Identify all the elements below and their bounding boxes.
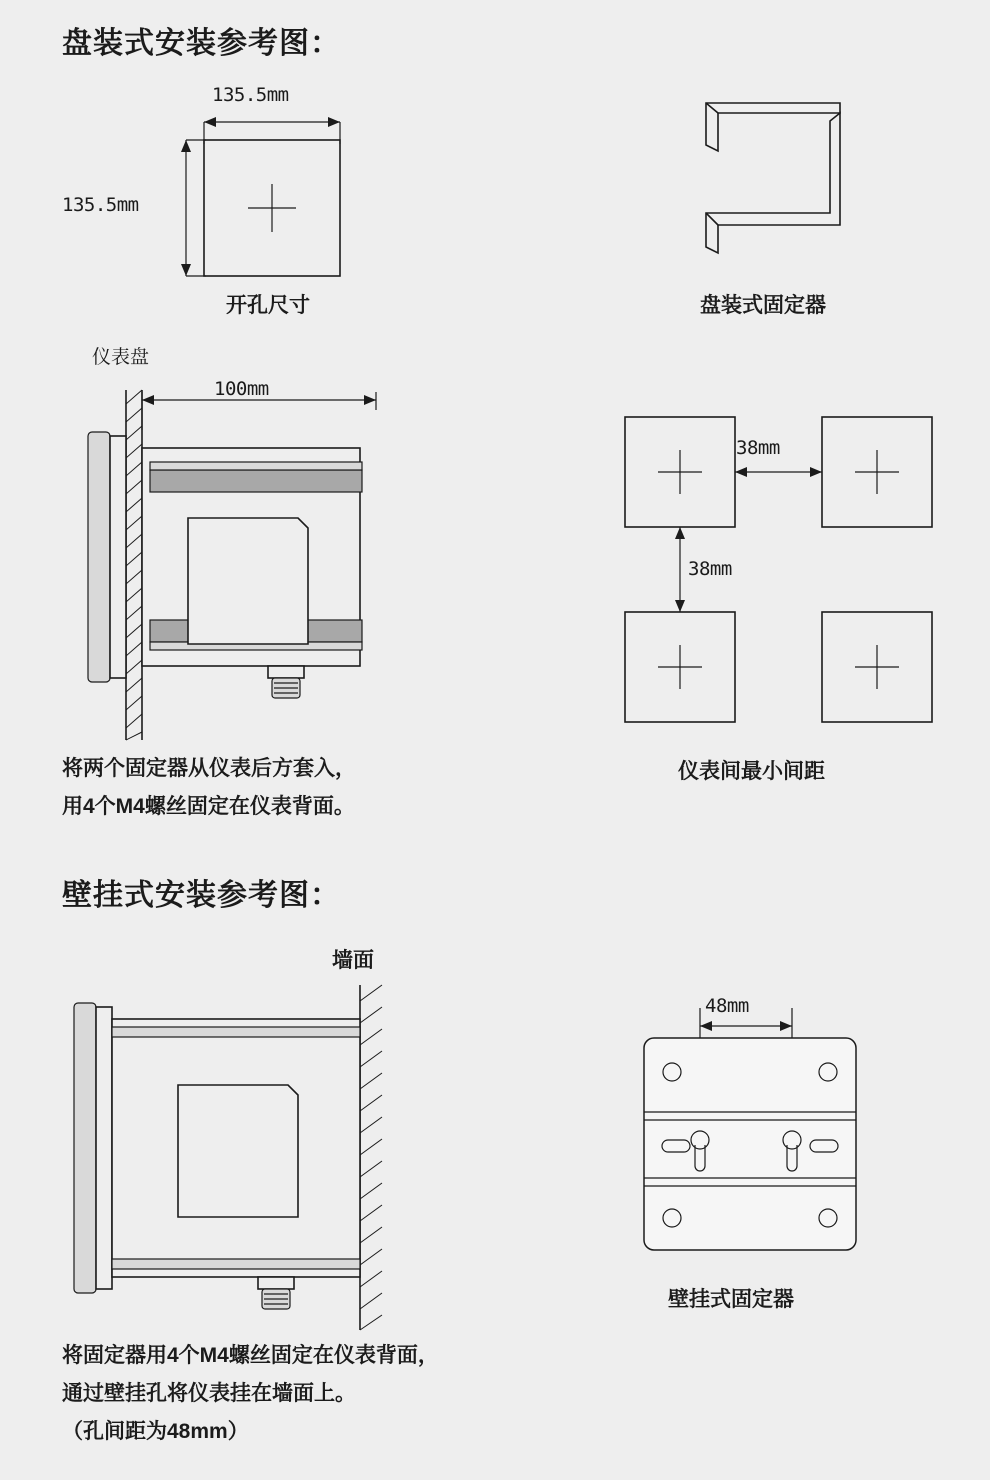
wall-mount-note-line-1: 将固定器用4个M4螺丝固定在仪表背面，	[62, 1344, 439, 1367]
wall-mount-note-line-2: 通过壁挂孔将仪表挂在墙面上。	[62, 1382, 356, 1405]
cutout-height-dimension: 135.5mm	[62, 194, 139, 216]
spacing-caption: 仪表间最小间距	[678, 760, 825, 783]
panel-mount-note-line-2: 用4个M4螺丝固定在仪表背面。	[62, 795, 355, 818]
instrument-spacing-drawing	[600, 400, 960, 730]
panel-bracket-drawing	[690, 95, 870, 265]
wall-bracket-hole-spacing-dimension: 48mm	[705, 995, 749, 1017]
panel-mount-side-view	[60, 370, 460, 770]
wall-surface-label: 墙面	[332, 949, 374, 972]
panel-bracket-caption: 盘装式固定器	[700, 294, 826, 317]
spacing-horizontal-dimension: 38mm	[736, 437, 780, 459]
wall-bracket-caption: 壁挂式固定器	[668, 1288, 794, 1311]
spacing-vertical-dimension: 38mm	[688, 558, 732, 580]
cutout-caption: 开孔尺寸	[226, 294, 310, 317]
panel-depth-dimension: 100mm	[214, 378, 269, 400]
panel-mount-section-title: 盘装式安装参考图：	[62, 27, 341, 60]
wall-mount-side-view	[60, 985, 460, 1335]
wall-mount-section-title: 壁挂式安装参考图：	[62, 879, 341, 912]
instrument-panel-label: 仪表盘	[92, 347, 150, 368]
cutout-dimension-drawing	[160, 100, 380, 300]
wall-mount-note-line-3: （孔间距为48mm）	[62, 1420, 249, 1443]
cutout-width-dimension: 135.5mm	[212, 84, 289, 106]
panel-mount-note-line-1: 将两个固定器从仪表后方套入，	[62, 757, 356, 780]
wall-bracket-drawing	[630, 1000, 910, 1270]
